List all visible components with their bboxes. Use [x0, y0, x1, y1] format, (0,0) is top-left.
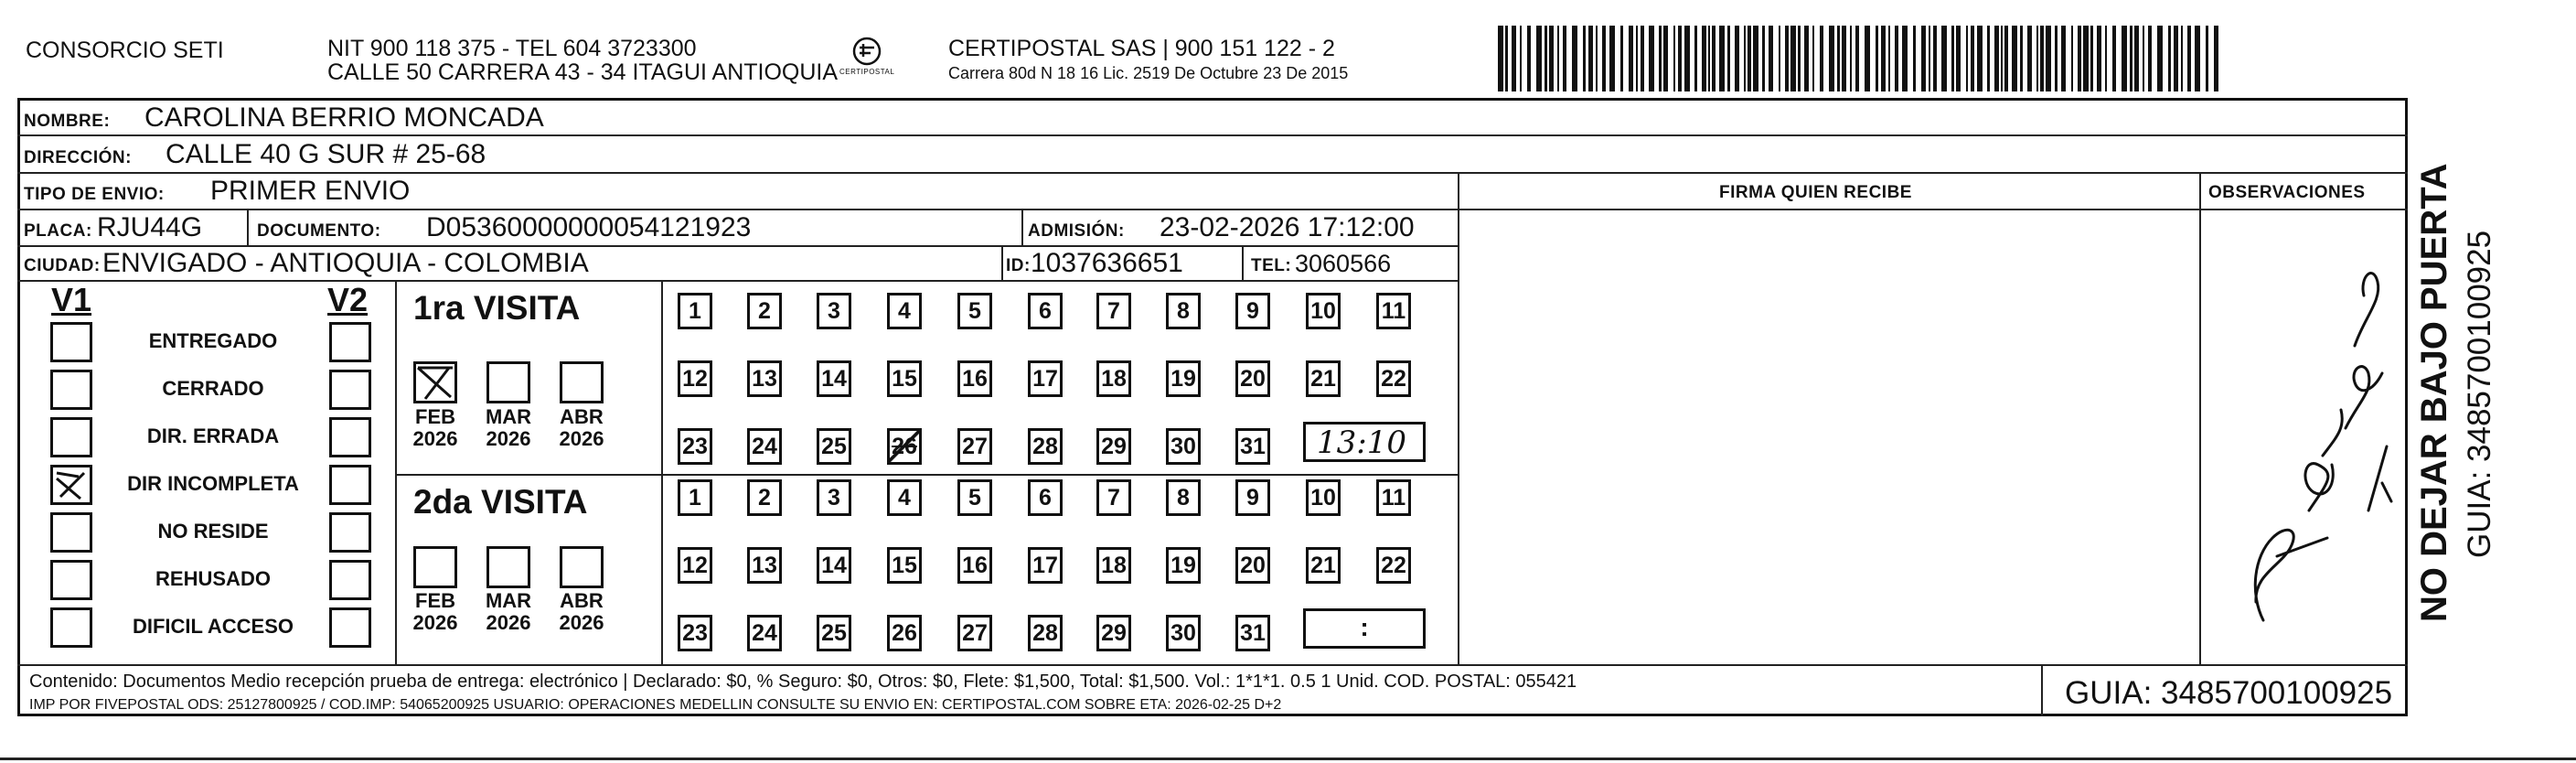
day-box[interactable]: 5 [957, 293, 992, 329]
day-box[interactable]: 11 [1376, 479, 1411, 516]
v2-checkbox[interactable] [329, 465, 371, 505]
documento-label: DOCUMENTO: [257, 221, 381, 241]
month-year: 2026 [486, 427, 531, 450]
ciudad-label: CIUDAD: [24, 256, 101, 275]
tel-value: 3060566 [1295, 250, 1392, 277]
day-box[interactable]: 26 [887, 615, 922, 651]
day-box[interactable]: 22 [1376, 360, 1411, 397]
day-box[interactable]: 16 [957, 360, 992, 397]
imp-line: IMP POR FIVEPOSTAL ODS: 25127800925 / COD.IMP: 54065200925 USUARIO: OPERACIONES MEDELLIN CONSULTE SU ENVIO EN: CERTIPOSTAL.COM SOBRE ETA: 2026-02-25 D+2 [29, 697, 1282, 713]
day-box[interactable]: 6 [1028, 293, 1063, 329]
nombre-value: CAROLINA BERRIO MONCADA [144, 102, 544, 133]
day-box[interactable]: 21 [1306, 547, 1341, 584]
v1-header: V1 [51, 281, 92, 318]
day-box[interactable]: 12 [678, 547, 712, 584]
day-box[interactable]: 1 [678, 293, 712, 329]
tipo-envio-label: TIPO DE ENVIO: [24, 185, 165, 204]
day-box[interactable]: 23 [678, 615, 712, 651]
day-box[interactable]: 28 [1028, 615, 1063, 651]
month-name: ABR [560, 589, 604, 612]
check-mark-icon [416, 364, 454, 401]
id-value: 1037636651 [1031, 248, 1183, 278]
first-visit-title: 1ra VISITA [413, 289, 581, 327]
day-box[interactable]: 20 [1235, 547, 1270, 584]
admision-label: ADMISIÓN: [1028, 221, 1125, 241]
day-box[interactable]: 8 [1166, 479, 1201, 516]
day-box[interactable]: 4 [887, 479, 922, 516]
observaciones-signature [2199, 209, 2408, 664]
day-box[interactable]: 31 [1235, 428, 1270, 465]
day-box[interactable]: 27 [957, 428, 992, 465]
v2-checkbox[interactable] [329, 370, 371, 410]
day-box[interactable]: 16 [957, 547, 992, 584]
id-label: ID: [1006, 256, 1031, 275]
status-label: ENTREGADO [148, 329, 278, 352]
month-name: FEB [415, 405, 455, 428]
status-label: REHUSADO [155, 567, 271, 590]
v2-checkbox[interactable] [329, 512, 371, 553]
first-visit-time-handwritten: 13:10 [1317, 424, 1406, 461]
status-label: NO RESIDE [157, 520, 269, 543]
placa-label: PLACA: [24, 221, 92, 241]
v2-checkbox[interactable] [329, 322, 371, 362]
month-year: 2026 [486, 611, 531, 634]
day-box[interactable]: 14 [817, 547, 851, 584]
day-box[interactable]: 27 [957, 615, 992, 651]
ciudad-value: ENVIGADO - ANTIOQUIA - COLOMBIA [102, 248, 589, 278]
status-label: CERRADO [162, 377, 264, 400]
status-label: DIR INCOMPLETA [127, 472, 299, 495]
day-box[interactable]: 9 [1235, 293, 1270, 329]
day-box[interactable]: 31 [1235, 615, 1270, 651]
status-label: DIR. ERRADA [146, 424, 280, 447]
address-line: CALLE 50 CARRERA 43 - 34 ITAGUI ANTIOQUIA [327, 59, 839, 85]
v1-checkbox[interactable] [50, 607, 92, 648]
day-box[interactable]: 15 [887, 360, 922, 397]
day-box[interactable]: 14 [817, 360, 851, 397]
certipostal-logo-icon: CERTIPOSTAL [839, 33, 894, 86]
v2-header: V2 [327, 281, 369, 318]
check-mark-icon [53, 467, 90, 502]
day-box[interactable]: 21 [1306, 360, 1341, 397]
company-name: CONSORCIO SETI [26, 38, 224, 63]
day-box[interactable]: 7 [1096, 479, 1131, 516]
month-checkbox[interactable] [486, 361, 530, 403]
day-box[interactable]: 30 [1166, 428, 1201, 465]
month-name: MAR [485, 589, 532, 612]
no-dejar-bajo-puerta: NO DEJAR BAJO PUERTA [2414, 163, 2454, 622]
day-box[interactable]: 23 [678, 428, 712, 465]
day-box[interactable]: 29 [1096, 615, 1131, 651]
month-year: 2026 [559, 427, 604, 450]
day-box[interactable]: 3 [817, 293, 851, 329]
observaciones-header: OBSERVACIONES [2208, 183, 2366, 202]
day-box[interactable]: 5 [957, 479, 992, 516]
direccion-label: DIRECCIÓN: [24, 148, 132, 167]
contenido-line: Contenido: Documentos Medio recepción prueba de entrega: electrónico | Declarado: $0, % Seguro: $0, Otros: $0, Flete: $1,500, Total: $1,500. Vol.: 1*1*1. 0.5 1 Unid. COD. POSTAL: 055421 [29, 672, 1577, 692]
status-label: DIFICIL ACCESO [132, 615, 294, 638]
day-box[interactable]: 6 [1028, 479, 1063, 516]
day-box[interactable]: 19 [1166, 547, 1201, 584]
month-name: FEB [415, 589, 455, 612]
month-checkbox[interactable] [413, 546, 457, 588]
day-box[interactable]: 8 [1166, 293, 1201, 329]
day-box[interactable]: 13 [747, 360, 782, 397]
day-box[interactable]: 12 [678, 360, 712, 397]
tel-label: TEL: [1251, 256, 1292, 275]
day-box[interactable]: 24 [747, 615, 782, 651]
day-box[interactable]: 7 [1096, 293, 1131, 329]
day-box[interactable]: 11 [1376, 293, 1411, 329]
month-checkbox[interactable] [560, 546, 604, 588]
day-box[interactable]: 13 [747, 547, 782, 584]
day-box[interactable]: 20 [1235, 360, 1270, 397]
day-box[interactable]: 10 [1306, 479, 1341, 516]
v1-checkbox[interactable] [50, 465, 92, 505]
v2-checkbox[interactable] [329, 607, 371, 648]
day-box[interactable]: 15 [887, 547, 922, 584]
month-checkbox[interactable] [560, 361, 604, 403]
v1-checkbox[interactable] [50, 370, 92, 410]
day-box[interactable]: 26 [887, 428, 922, 465]
v1-checkbox[interactable] [50, 322, 92, 362]
side-guia: GUIA: 3485700100925 [2462, 230, 2497, 558]
day-box[interactable]: 22 [1376, 547, 1411, 584]
day-box[interactable]: 3 [817, 479, 851, 516]
v2-checkbox[interactable] [329, 417, 371, 457]
day-box[interactable]: 1 [678, 479, 712, 516]
month-year: 2026 [559, 611, 604, 634]
month-name: MAR [485, 405, 532, 428]
admision-value: 23-02-2026 17:12:00 [1160, 212, 1415, 242]
day-box[interactable]: 29 [1096, 428, 1131, 465]
month-checkbox[interactable] [486, 546, 530, 588]
day-box[interactable]: 18 [1096, 547, 1131, 584]
day-box[interactable]: 17 [1028, 360, 1063, 397]
documento-value: D05360000000054121923 [426, 212, 752, 242]
second-visit-time-box[interactable]: : [1303, 608, 1426, 649]
barcode [1498, 26, 2229, 91]
day-box[interactable]: 28 [1028, 428, 1063, 465]
day-box[interactable]: 30 [1166, 615, 1201, 651]
v2-checkbox[interactable] [329, 560, 371, 600]
day-box[interactable]: 9 [1235, 479, 1270, 516]
day-box[interactable]: 10 [1306, 293, 1341, 329]
nombre-label: NOMBRE: [24, 112, 111, 131]
firma-header: FIRMA QUIEN RECIBE [1719, 183, 1912, 202]
day-box[interactable]: 18 [1096, 360, 1131, 397]
day-box[interactable]: 4 [887, 293, 922, 329]
day-box[interactable]: 17 [1028, 547, 1063, 584]
month-year: 2026 [412, 611, 458, 634]
placa-value: RJU44G [97, 212, 203, 242]
day-box[interactable]: 25 [817, 615, 851, 651]
first-visit-time-box[interactable] [1303, 422, 1426, 462]
day-box[interactable]: 2 [747, 479, 782, 516]
certipostal-line: CERTIPOSTAL SAS | 900 151 122 - 2 [948, 36, 1335, 61]
month-name: ABR [560, 405, 604, 428]
nit-line: NIT 900 118 375 - TEL 604 3723300 [327, 36, 697, 61]
month-year: 2026 [412, 427, 458, 450]
v1-checkbox[interactable] [50, 512, 92, 553]
v1-checkbox[interactable] [50, 560, 92, 600]
v1-checkbox[interactable] [50, 417, 92, 457]
direccion-value: CALLE 40 G SUR # 25-68 [166, 139, 486, 169]
day-box[interactable]: 2 [747, 293, 782, 329]
guia-footer: GUIA: 3485700100925 [2065, 675, 2393, 711]
second-visit-title: 2da VISITA [413, 483, 588, 521]
day-box[interactable]: 25 [817, 428, 851, 465]
day-box[interactable]: 24 [747, 428, 782, 465]
day-box[interactable]: 19 [1166, 360, 1201, 397]
tipo-envio-value: PRIMER ENVIO [210, 176, 411, 206]
license-line: Carrera 80d N 18 16 Lic. 2519 De Octubre 23 De 2015 [948, 64, 1349, 82]
month-checkbox[interactable] [413, 361, 457, 403]
